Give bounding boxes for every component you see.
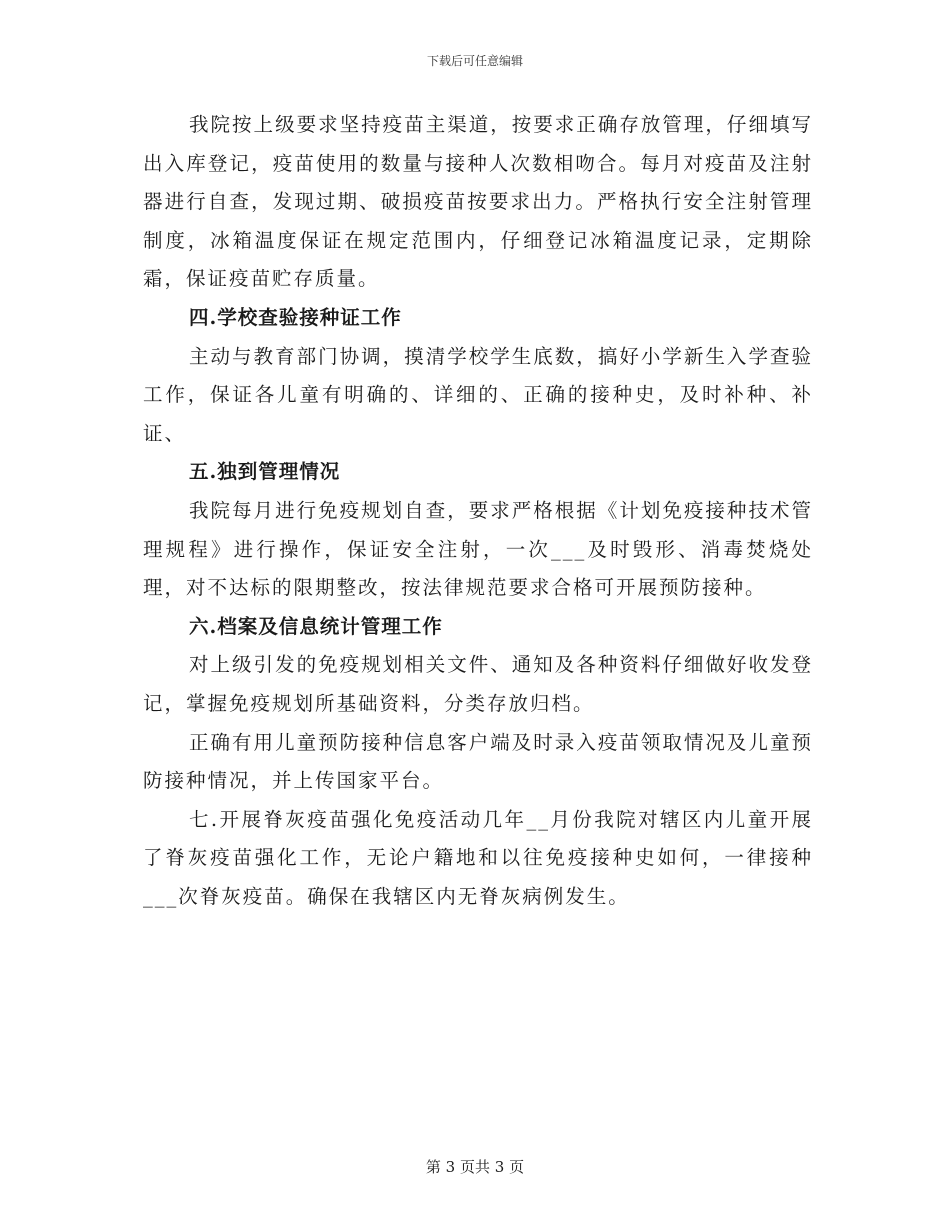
section-heading-management: 五.独到管理情况 xyxy=(189,460,341,484)
paragraph-vaccine-storage: 我院按上级要求坚持疫苗主渠道，按要求正确存放管理，仔细填写出入库登记，疫苗使用的数量与接种人次数相吻合。每月对疫苗及注射器进行自查，发现过期、破损疫苗按要求出力。严格执行安全注射管理制度，冰箱温度保证在规定范围内，仔细登记冰箱温度记录，定期除霜，保证疫苗贮存质量。 xyxy=(143,113,813,291)
paragraph-management: 我院每月进行免疫规划自查，要求严格根据《计划免疫接种技术管理规程》进行操作，保证安全注射，一次___及时毁形、消毒焚烧处理，对不达标的限期整改，按法律规范要求合格可开展预防接种。 xyxy=(143,498,813,600)
section-heading-archives: 六.档案及信息统计管理工作 xyxy=(189,614,443,638)
page-header: 下载后可任意编辑 xyxy=(426,54,523,68)
paragraph-school-verification: 主动与教育部门协调，摸清学校学生底数，搞好小学新生入学查验工作，保证各儿童有明确的、详细的、正确的接种史，及时补种、补证、 xyxy=(143,344,813,445)
section-heading-school-verification: 四.学校查验接种证工作 xyxy=(189,305,402,329)
paragraph-polio-campaign: 七.开展脊灰疫苗强化免疫活动几年__月份我院对辖区内儿童开展了脊灰疫苗强化工作，无论户籍地和以往免疫接种史如何，一律接种___次脊灰疫苗。确保在我辖区内无脊灰病例发生。 xyxy=(143,807,813,908)
page-footer: 第 3 页共 3 页 xyxy=(425,1158,525,1176)
document-body xyxy=(143,106,813,916)
paragraph-archives: 对上级引发的免疫规划相关文件、通知及各种资料仔细做好收发登记，掌握免疫规划所基础资料，分类存放归档。 xyxy=(143,653,813,715)
paragraph-info-client: 正确有用儿童预防接种信息客户端及时录入疫苗领取情况及儿童预防接种情况，并上传国家平台。 xyxy=(143,730,813,793)
